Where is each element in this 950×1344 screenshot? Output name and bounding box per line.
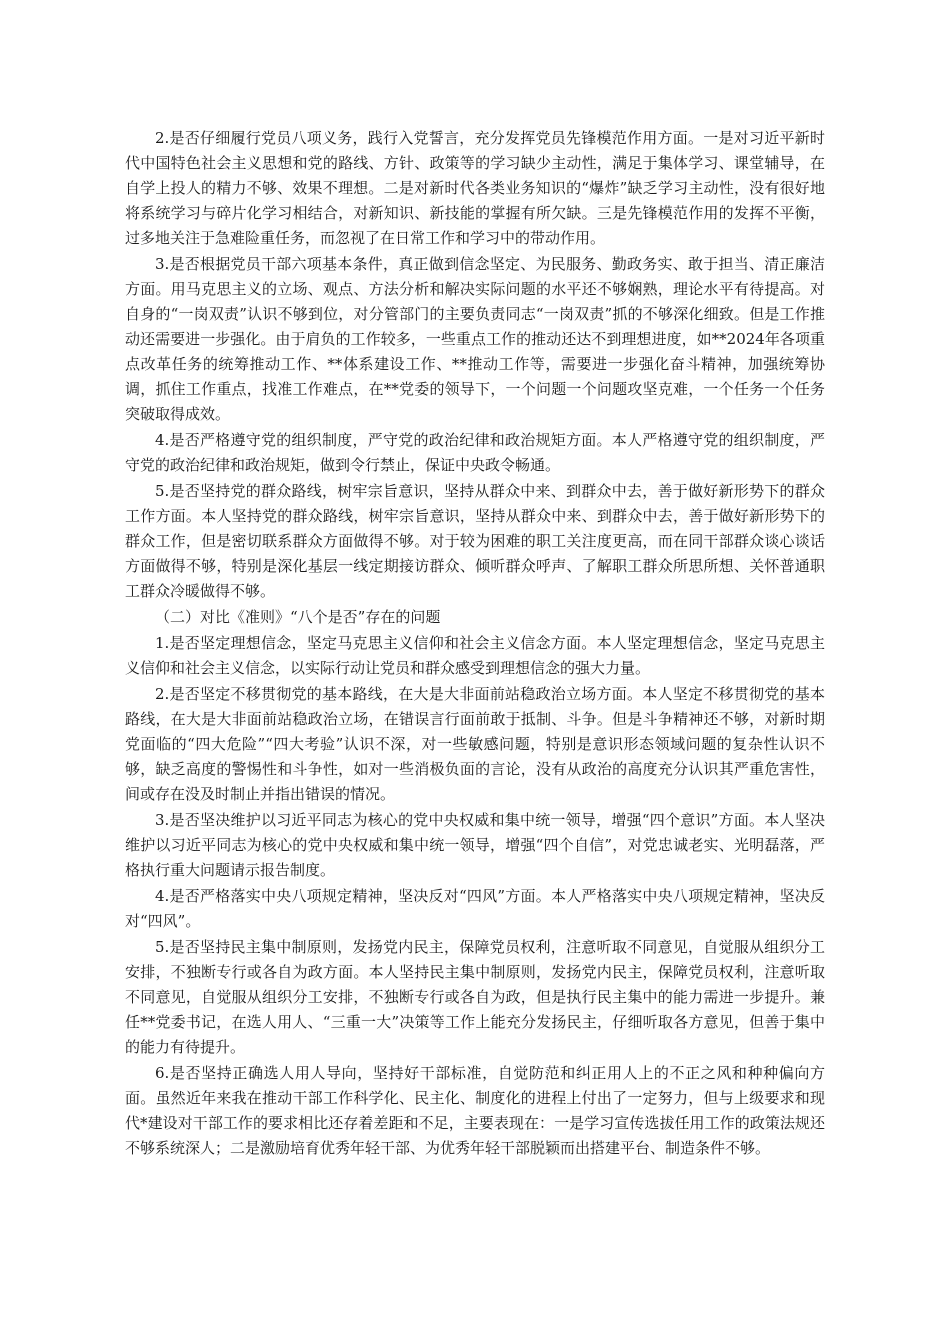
paragraph-criterion-1: 1.是否坚定理想信念，坚定马克思主义信仰和社会主义信念方面。本人坚定理想信念，坚定马克思主义信仰和社会主义信念，以实际行动让党员和群众感受到理想信念的强大力量。	[125, 634, 825, 677]
document-page	[125, 126, 825, 1162]
section-heading: （二）对比《准则》“八个是否”存在的问题	[155, 608, 441, 626]
paragraph-criterion-3: 3.是否坚决维护以习近平同志为核心的党中央权威和集中统一领导，增强“四个意识”方面。本人坚决维护以习近平同志为核心的党中央权威和集中统一领导，增强“四个自信”，对党忠诚老实、光明磊落，严格执行重大问题请示报告制度。	[125, 811, 825, 879]
paragraph-criterion-6: 6.是否坚持正确选人用人导向，坚持好干部标准，自觉防范和纠正用人上的不正之风和种种偏向方面。虽然近年来我在推动干部工作科学化、民主化、制度化的进程上付出了一定努力，但与上级要求和现代*建设对干部工作的要求相比还存着差距和不足，主要表现在：一是学习宣传选拔任用工作的政策法规还不够系统深人；二是激励培育优秀年轻干部、为优秀年轻干部脱颖而出搭建平台、制造条件不够。	[125, 1064, 825, 1157]
paragraph-item-2: 2.是否仔细履行党员八项义务，践行入党誓言，充分发挥党员先锋模范作用方面。一是对习近平新时代中国特色社会主义思想和党的路线、方针、政策等的学习缺少主动性，满足于集体学习、课堂辅导，在自学上投人的精力不够、效果不理想。二是对新时代各类业务知识的“爆炸”缺乏学习主动性，没有很好地将系统学习与碎片化学习相结合，对新知识、新技能的掌握有所欠缺。三是先锋模范作用的发挥不平衡，过多地关注于急难险重任务，而忽视了在日常工作和学习中的带动作用。	[125, 129, 825, 247]
paragraph-criterion-4: 4.是否严格落实中央八项规定精神，坚决反对“四风”方面。本人严格落实中央八项规定精神，坚决反对“四风”。	[125, 887, 825, 930]
paragraph-criterion-2: 2.是否坚定不移贯彻党的基本路线，在大是大非面前站稳政治立场方面。本人坚定不移贯彻党的基本路线，在大是大非面前站稳政治立场，在错误言行面前敢于抵制、斗争。但是斗争精神还不够，对新时期党面临的“四大危险”“四大考验”认识不深，对一些敏感问题，特别是意识形态领域问题的复杂性认识不够，缺乏高度的警惕性和斗争性，如对一些消极负面的言论，没有从政治的高度充分认识其严重危害性，间或存在没及时制止并指出错误的情况。	[125, 685, 825, 803]
paragraph-criterion-5: 5.是否坚持民主集中制原则，发扬党内民主，保障党员权利，注意听取不同意见，自觉服从组织分工安排，不独断专行或各自为政方面。本人坚持民主集中制原则，发扬党内民主，保障党员权利，注意听取不同意见，自觉服从组织分工安排，不独断专行或各自为政，但是执行民主集中的能力需进一步提升。兼任**党委书记，在选人用人、“三重一大”决策等工作上能充分发扬民主，仔细听取各方意见，但善于集中的能力有待提升。	[125, 938, 825, 1056]
paragraph-item-4: 4.是否严格遵守党的组织制度，严守党的政治纪律和政治规矩方面。本人严格遵守党的组织制度，严守党的政治纪律和政治规矩，做到令行禁止，保证中央政令畅通。	[125, 431, 825, 474]
paragraph-item-3: 3.是否根据党员干部六项基本条件，真正做到信念坚定、为民服务、勤政务实、敢于担当、清正廉洁方面。用马克思主义的立场、观点、方法分析和解决实际问题的水平还不够娴熟，理论水平有待提高。对自身的“一岗双责”认识不够到位，对分管部门的主要负责同志“一岗双责”抓的不够深化细致。但是工作推动还需要进一步强化。由于肩负的工作较多，一些重点工作的推动还达不到理想进度，如**2024年各项重点改革任务的统筹推动工作、**体系建设工作、**推动工作等，需要进一步强化奋斗精神，加强统筹协调，抓住工作重点，找准工作难点，在**党委的领导下，一个问题一个问题攻坚克难，一个任务一个任务突破取得成效。	[125, 255, 825, 423]
paragraph-item-5: 5.是否坚持党的群众路线，树牢宗旨意识，坚持从群众中来、到群众中去，善于做好新形势下的群众工作方面。本人坚持党的群众路线，树牢宗旨意识，坚持从群众中来、到群众中去，善于做好新形势下的群众工作，但是密切联系群众方面做得不够。对于较为困难的职工关注度更高，而在同干部群众谈心谈话方面做得不够，特别是深化基层一线定期接访群众、倾听群众呼声、了解职工群众所思所想、关怀普通职工群众冷暖做得不够。	[125, 482, 825, 600]
